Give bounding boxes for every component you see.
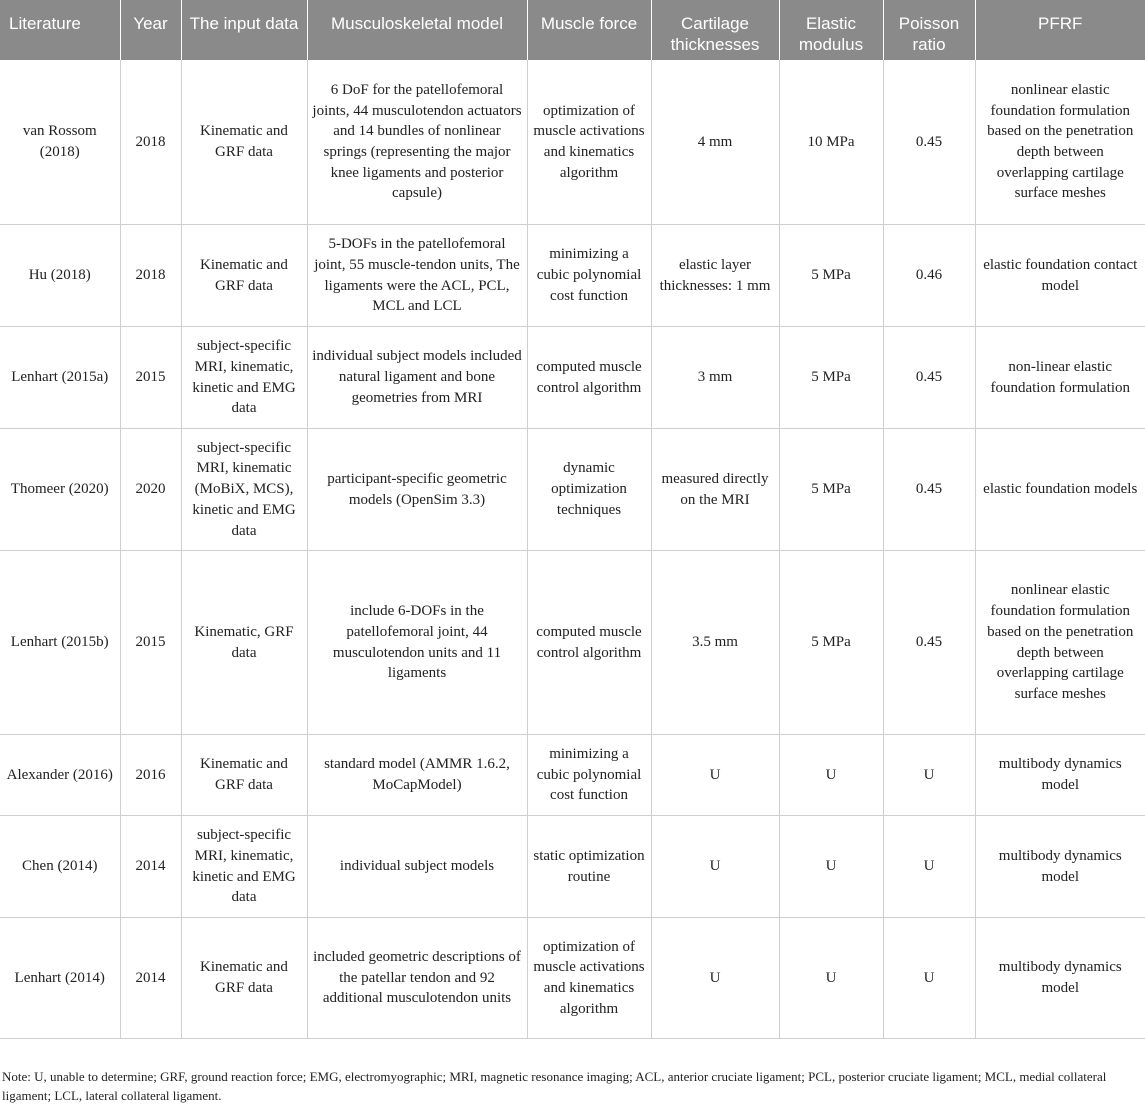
table-footnote: Note: U, unable to determine; GRF, ground reaction force; EMG, electromyographic; MRI, magnetic resonance imaging; ACL, anterior cruciate ligament; PCL, posterior cruciate ligament; MCL, medial collateral ligament; LCL, lateral collateral ligament. [2,1069,1107,1103]
header-row [0,0,1145,60]
cell-literature: Hu (2018) [0,225,120,327]
cell-pfrf: elastic foundation models [975,429,1145,551]
cell-musculoskeletal-model: included geometric descriptions of the patellar tendon and 92 additional musculotendon units [307,918,527,1039]
cell-elastic-modulus: 5 MPa [779,225,883,327]
cell-pfrf: nonlinear elastic foundation formulation based on the penetration depth between overlapping cartilage surface meshes [975,551,1145,735]
cell-cartilage-thickness: U [651,918,779,1039]
cell-muscle-force: computed muscle control algorithm [527,551,651,735]
cell-year: 2018 [120,60,181,225]
cell-year: 2018 [120,225,181,327]
cell-input-data: subject-specific MRI, kinematic, kinetic and EMG data [181,816,307,918]
header-muscle-force: Muscle force [527,0,651,60]
cell-musculoskeletal-model: 5-DOFs in the patellofemoral joint, 55 muscle-tendon units, The ligaments were the ACL, PCL, MCL and LCL [307,225,527,327]
header-poisson-ratio: Poisson ratio [883,0,975,60]
cell-musculoskeletal-model: standard model (AMMR 1.6.2, MoCapModel) [307,735,527,816]
cell-musculoskeletal-model: 6 DoF for the patellofemoral joints, 44 musculotendon actuators and 14 bundles of nonlinear springs (representing the major knee ligaments and posterior capsule) [307,60,527,225]
cell-input-data: Kinematic, GRF data [181,551,307,735]
cell-muscle-force: minimizing a cubic polynomial cost function [527,225,651,327]
cell-input-data: Kinematic and GRF data [181,60,307,225]
cell-literature: Alexander (2016) [0,735,120,816]
header-pfrf: PFRF [975,0,1145,60]
cell-pfrf: multibody dynamics model [975,918,1145,1039]
header-year: Year [120,0,181,60]
cell-poisson-ratio: 0.45 [883,327,975,429]
table-header [0,0,1145,60]
cell-musculoskeletal-model: individual subject models included natural ligament and bone geometries from MRI [307,327,527,429]
cell-cartilage-thickness: 3 mm [651,327,779,429]
cell-input-data: Kinematic and GRF data [181,918,307,1039]
cell-literature: Lenhart (2015a) [0,327,120,429]
header-cartilage-thicknesses: Cartilage thicknesses [651,0,779,60]
cell-input-data: Kinematic and GRF data [181,735,307,816]
cell-poisson-ratio: U [883,816,975,918]
cell-pfrf: multibody dynamics model [975,816,1145,918]
cell-muscle-force: computed muscle control algorithm [527,327,651,429]
cell-cartilage-thickness: U [651,816,779,918]
cell-elastic-modulus: 5 MPa [779,429,883,551]
header-elastic-modulus: Elastic modulus [779,0,883,60]
cell-muscle-force: static optimization routine [527,816,651,918]
header-literature: Literature [0,0,120,60]
cell-elastic-modulus: 5 MPa [779,327,883,429]
cell-muscle-force: dynamic optimization techniques [527,429,651,551]
cell-poisson-ratio: U [883,918,975,1039]
cell-muscle-force: minimizing a cubic polynomial cost function [527,735,651,816]
cell-cartilage-thickness: 4 mm [651,60,779,225]
cell-year: 2015 [120,327,181,429]
cell-muscle-force: optimization of muscle activations and kinematics algorithm [527,60,651,225]
cell-literature: van Rossom (2018) [0,60,120,225]
cell-poisson-ratio: 0.46 [883,225,975,327]
table-row [0,918,1145,1039]
cell-elastic-modulus: U [779,735,883,816]
cell-cartilage-thickness: measured directly on the MRI [651,429,779,551]
cell-year: 2015 [120,551,181,735]
cell-year: 2014 [120,918,181,1039]
cell-elastic-modulus: U [779,816,883,918]
cell-musculoskeletal-model: participant-specific geometric models (OpenSim 3.3) [307,429,527,551]
cell-pfrf: non-linear elastic foundation formulation [975,327,1145,429]
cell-pfrf: nonlinear elastic foundation formulation based on the penetration depth between overlapping cartilage surface meshes [975,60,1145,225]
cell-literature: Chen (2014) [0,816,120,918]
table-row [0,429,1145,551]
cell-cartilage-thickness: elastic layer thicknesses: 1 mm [651,225,779,327]
table-row [0,60,1145,225]
cell-pfrf: multibody dynamics model [975,735,1145,816]
cell-elastic-modulus: 5 MPa [779,551,883,735]
cell-pfrf: elastic foundation contact model [975,225,1145,327]
cell-elastic-modulus: U [779,918,883,1039]
table-row [0,735,1145,816]
cell-poisson-ratio: 0.45 [883,429,975,551]
cell-cartilage-thickness: U [651,735,779,816]
cell-muscle-force: optimization of muscle activations and kinematics algorithm [527,918,651,1039]
cell-poisson-ratio: 0.45 [883,60,975,225]
table-body [0,60,1145,1039]
cell-musculoskeletal-model: individual subject models [307,816,527,918]
cell-year: 2016 [120,735,181,816]
cell-input-data: subject-specific MRI, kinematic, kinetic and EMG data [181,327,307,429]
table-row [0,225,1145,327]
header-input-data: The input data [181,0,307,60]
table-row [0,551,1145,735]
cell-input-data: Kinematic and GRF data [181,225,307,327]
cell-input-data: subject-specific MRI, kinematic (MoBiX, MCS), kinetic and EMG data [181,429,307,551]
table-row [0,327,1145,429]
cell-literature: Lenhart (2015b) [0,551,120,735]
header-musculoskeletal-model: Musculoskeletal model [307,0,527,60]
cell-musculoskeletal-model: include 6-DOFs in the patellofemoral joint, 44 musculotendon units and 11 ligaments [307,551,527,735]
cell-literature: Thomeer (2020) [0,429,120,551]
cell-poisson-ratio: 0.45 [883,551,975,735]
cell-year: 2014 [120,816,181,918]
table-row [0,816,1145,918]
cell-poisson-ratio: U [883,735,975,816]
cell-year: 2020 [120,429,181,551]
cell-elastic-modulus: 10 MPa [779,60,883,225]
cell-cartilage-thickness: 3.5 mm [651,551,779,735]
cell-literature: Lenhart (2014) [0,918,120,1039]
